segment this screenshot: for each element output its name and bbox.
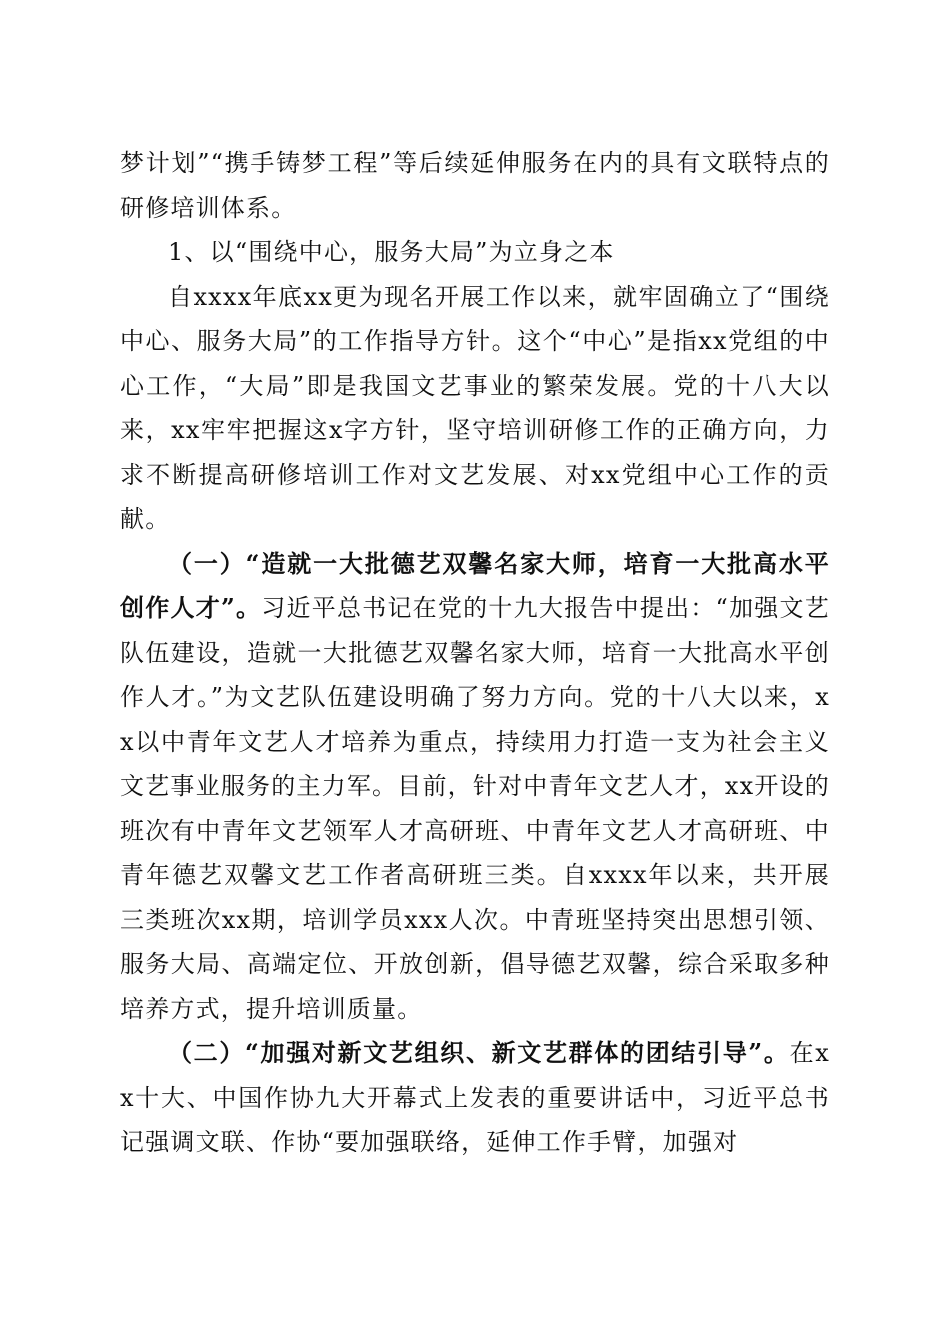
subheading-two: （二）“加强对新文艺组织、新文艺群体的团结引导”。 <box>168 1038 790 1067</box>
paragraph-continuation: 梦计划”“携手铸梦工程”等后续延伸服务在内的具有文联特点的研修培训体系。 <box>120 149 830 222</box>
paragraph-new-groups-body: 在xx十大、中国作协九大开幕式上发表的重要讲话中，习近平总书记强调文联、作协“要加强联络，延伸工作手臂，加强对 <box>120 1039 831 1156</box>
paragraph-talent-cultivation <box>120 542 830 1032</box>
subheading-one: （一）“造就一大批德艺双馨名家大师，培育一大批高水平创作人才”。 <box>120 548 830 622</box>
paragraph-talent-body: 习近平总书记在党的十九大报告中提出：“加强文艺队伍建设，造就一大批德艺双馨名家大师，培育一大批高水平创作人才。”为文艺队伍建设明确了努力方向。党的十八大以来，xx以中青年文艺人才培养为重点，持续用力打造一支为社会主义文艺事业服务的主力军。目前，针对中青年文艺人才，xx开设的班次有中青年文艺领军人才高研班、中青年文艺人才高研班、中青年德艺双馨文艺工作者高研班三类。自xxxx年以来，共开展三类班次xx期，培训学员xxx人次。中青班坚持突出思想引领、服务大局、高端定位、开放创新，倡导德艺双馨，综合采取多种培养方式，提升培训质量。 <box>120 594 830 1023</box>
section-heading-1: 1、以“围绕中心，服务大局”为立身之本 <box>168 238 615 266</box>
paragraph-center-service: 自xxxx年底xx更为现名开展工作以来，就牢固确立了“围绕中心、服务大局”的工作指导方针。这个“中心”是指xx党组的中心工作，“大局”即是我国文艺事业的繁荣发展。党的十八大以来，xx牢牢把握这x字方针，坚守培训研修工作的正确方向，力求不断提高研修培训工作对文艺发展、对xx党组中心工作的贡献。 <box>120 282 830 533</box>
paragraph-new-groups <box>120 1031 830 1165</box>
document-body <box>120 141 830 1165</box>
